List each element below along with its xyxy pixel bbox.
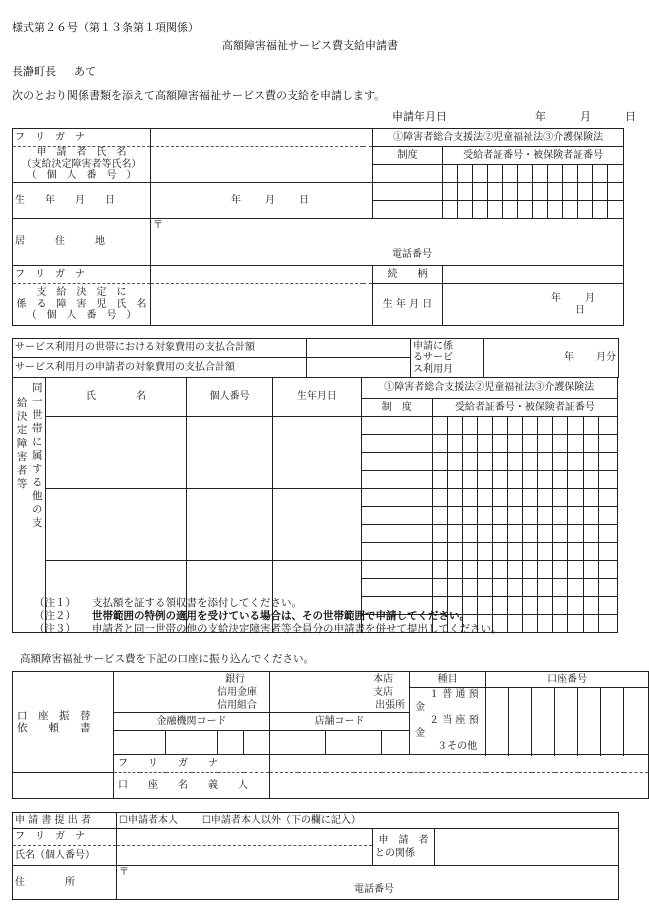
account-digit-4[interactable]	[555, 688, 578, 755]
applicant-furigana-label: フ リ ガ ナ	[13, 129, 151, 147]
note-label: （注１）	[34, 597, 76, 609]
kind-options[interactable]: １ 普 通 預 金 ２ 当 座 預 金 ３その他	[410, 688, 486, 755]
submitter-name-field[interactable]	[117, 846, 373, 866]
household-system-label: 制 度	[361, 399, 432, 417]
household-cert-label: 受給者証番号・被保険者証番号	[432, 399, 617, 417]
child-birth-field[interactable]: 年 月日	[443, 284, 624, 326]
kind-label: 種目	[410, 672, 486, 688]
phone-label: 電話番号	[392, 249, 432, 260]
applicant-total-label: サービス利用月の申請者の対象費用の支払合計額	[13, 358, 307, 378]
account-number-label: 口座番号	[486, 672, 649, 688]
household-member-2-number[interactable]	[186, 489, 272, 561]
household-table	[12, 377, 618, 633]
applicant-furigana-field[interactable]	[151, 129, 373, 147]
service-month-label: 申請に係 るサービ ス利用月	[411, 339, 484, 378]
applicant-name-label: 申 請 者 氏 名 （支給決定障害者等氏名） （ 個 人 番 号 ）	[13, 147, 151, 183]
branch-code-digit-1[interactable]	[270, 731, 326, 755]
account-holder-label: 口 座 名 義 人	[114, 773, 270, 799]
account-furigana-field[interactable]	[270, 755, 649, 773]
bank-intro: 高額障害福祉サービス費を下記の口座に振り込んでください。	[20, 653, 314, 665]
account-holder-field[interactable]	[270, 773, 649, 799]
household-total-label: サービス利用月の世帯における対象費用の支払合計額	[13, 339, 307, 358]
child-furigana-label: フ リ ガ ナ	[13, 266, 151, 284]
household-member-1-number[interactable]	[186, 417, 272, 489]
account-digit-1[interactable]	[486, 688, 509, 755]
note-2	[34, 610, 502, 623]
intro-text: 次のとおり関係書類を添えて高額障害福祉サービス費の支給を申請します。	[12, 89, 386, 102]
submitter-option-other[interactable]: ☐申請者本人以外（下の欄に記入）	[201, 814, 361, 826]
account-digit-7[interactable]	[624, 688, 649, 755]
note-text: 世帯範囲の特例の適用を受けている場合は、その世帯範囲で申請してください。	[92, 610, 470, 622]
submitter-address-field[interactable]: 〒 電話番号	[117, 866, 619, 900]
applicant-name-field[interactable]	[151, 147, 373, 183]
applicant-birth-field[interactable]: 年 月 日	[151, 183, 373, 219]
household-col-name: 氏 名	[46, 378, 187, 417]
submitter-table	[12, 812, 619, 900]
bank-side-label: 口 座 振 替 依 頼 書	[13, 672, 114, 773]
applicant-cert-label: 受給者証番号・被保険者証番号	[443, 147, 624, 165]
applicant-birth-label: 生 年 月 日	[13, 183, 151, 219]
bank-code-digit-2[interactable]	[166, 731, 218, 755]
household-member-2-name[interactable]	[46, 489, 187, 561]
branch-code-label: 店舗コード	[270, 713, 410, 731]
household-member-1-birth[interactable]	[273, 417, 361, 489]
applicant-total-field[interactable]	[307, 358, 411, 378]
child-birth-label: 生 年 月 日	[373, 284, 443, 326]
form-number: 様式第２６号（第１３条第１項関係）	[12, 21, 199, 34]
child-name-field[interactable]	[151, 284, 373, 326]
account-furigana-label: フ リ ガ ナ	[114, 755, 270, 773]
account-digit-6[interactable]	[601, 688, 624, 755]
bank-code-digit-3[interactable]	[218, 731, 244, 755]
submitter-address-label: 住 所	[13, 866, 117, 900]
child-furigana-field[interactable]	[151, 266, 373, 284]
applicant-law-header: ①障害者総合支援法②児童福祉法③介護保険法	[373, 129, 624, 147]
household-total-field[interactable]	[307, 339, 411, 358]
bank-code-digit-1[interactable]	[114, 731, 166, 755]
household-col-number: 個人番号	[186, 378, 272, 417]
submitter-furigana-field[interactable]	[117, 829, 373, 846]
household-law-header: ①障害者総合支援法②児童福祉法③介護保険法	[361, 378, 617, 399]
note-label: （注２）	[34, 610, 76, 622]
branch-code-digit-2[interactable]	[326, 731, 382, 755]
address-label: 居 住 地	[13, 219, 151, 266]
applicant-system-label: 制度	[373, 147, 443, 165]
bank-code-label: 金融機関コード	[114, 713, 270, 731]
note-label: （注３）	[34, 623, 76, 635]
submitter-label: 申 請 書 提 出 者	[13, 813, 117, 829]
account-digit-5[interactable]	[578, 688, 601, 755]
application-date: 申請年月日 年 月 日	[392, 110, 636, 123]
bank-code-digit-4[interactable]	[244, 731, 270, 755]
submitter-name-label: 氏名（個人番号）	[13, 846, 117, 866]
child-name-label: 支 給 決 定 に 係 る 障 害 児 氏 名 （ 個 人 番 号 ）	[13, 284, 151, 326]
branch-code-digit-3[interactable]	[382, 731, 410, 755]
submitter-phone-label: 電話番号	[354, 884, 394, 895]
submitter-options[interactable]	[117, 813, 619, 829]
service-month-field[interactable]: 年 月分	[484, 339, 619, 378]
household-member-2-birth[interactable]	[273, 489, 361, 561]
submitter-relation-label: 申 請 者 との関係	[373, 829, 435, 866]
bank-name-field[interactable]: 銀行 信用金庫 信用組合	[114, 672, 270, 713]
child-relation-field[interactable]	[443, 266, 624, 284]
note-text: 申請者と同一世帯の他の支給決定障害者等全員分の申請書を併せて提出してください。	[92, 623, 502, 635]
form-title: 高額障害福祉サービス費支給申請書	[222, 39, 398, 52]
submitter-furigana-label: フ リ ガ ナ	[13, 829, 117, 846]
household-col-birth: 生年月日	[273, 378, 361, 417]
note-text: 支払額を証する領収書を添付してください。	[92, 597, 302, 609]
submitter-option-self[interactable]: ☐申請者本人	[119, 814, 178, 826]
branch-name-field[interactable]: 本店 支店 出張所	[270, 672, 410, 713]
child-relation-label: 続 柄	[373, 266, 443, 284]
addressee: 長瀞町長 あて	[12, 65, 96, 78]
main-application-table	[12, 128, 624, 326]
notes	[34, 597, 502, 636]
submitter-relation-field[interactable]	[435, 829, 619, 866]
household-side-label: 同一世帯に属する他の支 給決定障害者等	[13, 378, 46, 633]
account-digit-2[interactable]	[509, 688, 532, 755]
note-1	[34, 597, 502, 610]
bank-table	[12, 671, 649, 799]
cost-table	[12, 338, 619, 378]
account-digit-3[interactable]	[532, 688, 555, 755]
household-member-1-name[interactable]	[46, 417, 187, 489]
address-field[interactable]: 〒 電話番号	[151, 219, 624, 266]
note-3	[34, 623, 502, 636]
